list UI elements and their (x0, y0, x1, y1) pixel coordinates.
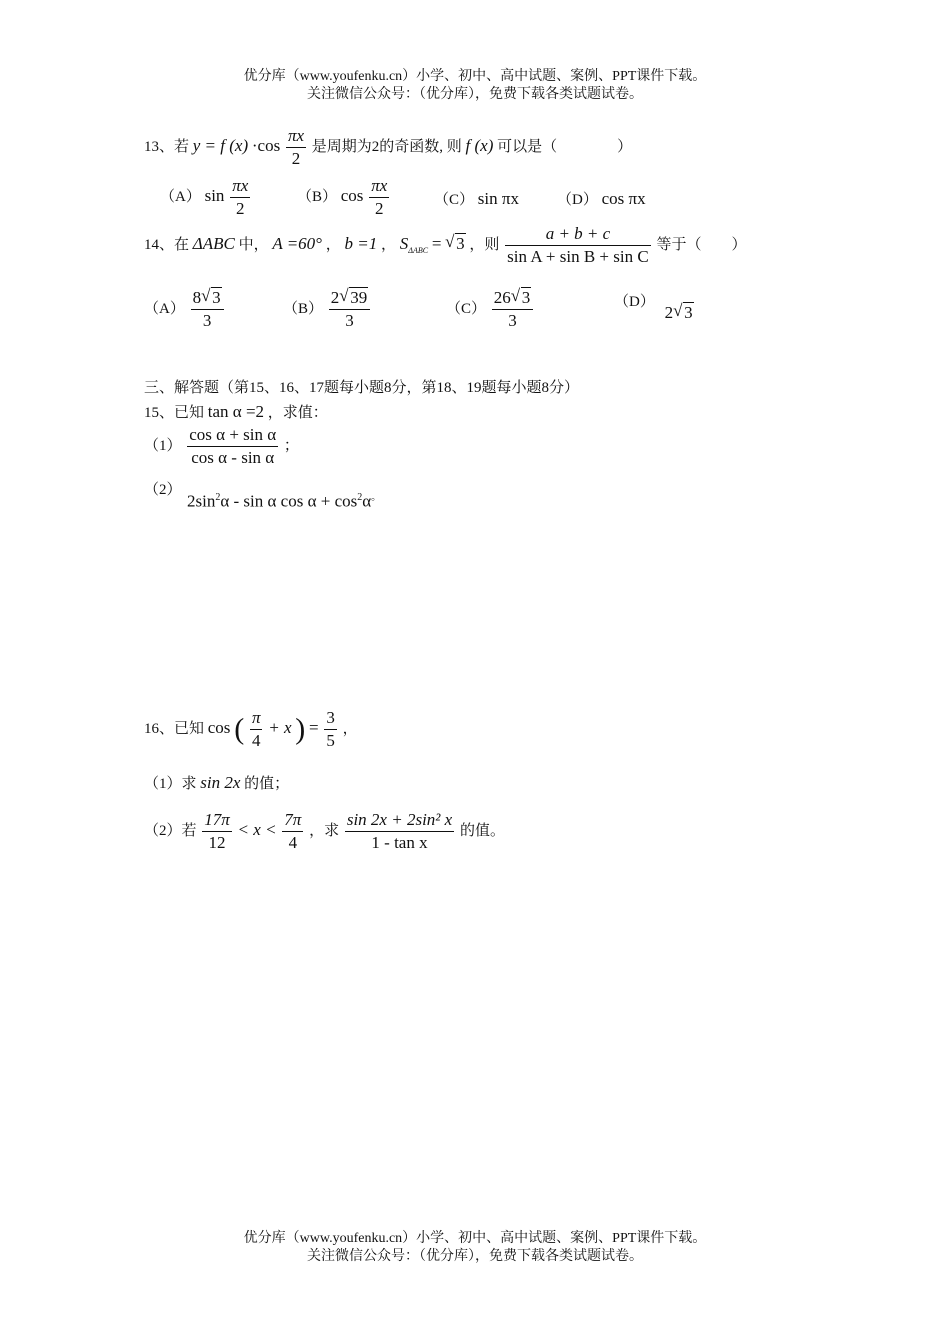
q16-part-2 (144, 810, 505, 853)
q13-option-b-label: （B） (297, 188, 338, 205)
q15-part-2-label: （2） (144, 482, 182, 498)
q14-option-b-label: （B） (283, 300, 324, 317)
q14-option-a-coef: 8 (192, 288, 202, 307)
q14-option-a-den: 3 (202, 311, 212, 330)
q15-p2-expr-a: 2sin (187, 491, 216, 511)
q14-option-c-rad: 3 (521, 288, 531, 307)
q16-p2-lo-den: 12 (208, 833, 226, 852)
q15-p1-num: cos α + sin α (187, 425, 278, 447)
q13-fx: f (x) (465, 135, 494, 155)
q13-option-b-den: 2 (374, 199, 384, 218)
q16-rhs-num: 3 (324, 708, 337, 730)
q14-option-b-coef: 2 (330, 288, 340, 307)
q14-option-d: （D） 2 √ 3 (614, 294, 693, 322)
q14-comma1: ， (325, 236, 341, 253)
q14-area-rad: 3 (456, 233, 465, 253)
question-14 (144, 224, 746, 267)
q16-rhs-den: 5 (326, 731, 335, 750)
q16-p2-num: sin 2x + 2sin² x (345, 810, 454, 832)
q16-p2-hi-num: 7π (282, 810, 303, 832)
q14-angle: A =60° (272, 233, 322, 253)
q13-option-a-func: sin (204, 185, 225, 205)
q16-p2-mid: < x < (237, 819, 277, 839)
q13-option-d-expr: cos πx (601, 189, 646, 208)
q16-inner-plus: + x (268, 717, 292, 737)
q15-p2-expr-b: α - sin α cos α + cos (220, 491, 358, 511)
q15-p2-end: 。 (371, 492, 382, 503)
question-13 (144, 126, 632, 169)
header-line-1: 优分库（www.youfenku.cn）小学、初中、高中试题、案例、PPT课件下载。 (243, 69, 707, 84)
q16-part-1 (144, 772, 289, 793)
q16-p2-text: ，求 (309, 822, 340, 839)
q14-option-a-label: （A） (144, 300, 185, 317)
q16-p1-expr: sin 2x (200, 773, 241, 792)
q13-option-a-label: （A） (160, 188, 201, 205)
q13-frac-num: πx (286, 126, 306, 148)
q13-cos: ·cos (251, 135, 281, 155)
q14-fraction (505, 224, 651, 267)
q15-part-2-expr (187, 488, 381, 512)
q16-p2-label: （2）若 (144, 822, 197, 839)
q13-option-c-label: （C） (434, 192, 475, 208)
q14-option-a-rad: 3 (212, 288, 221, 307)
q15-p2-sup2: 2 (357, 492, 363, 503)
q13-option-a-num: πx (230, 176, 250, 198)
q14-option-a: （A） 8 √ 3 3 (144, 288, 226, 331)
q14-option-c-coef: 26 (493, 288, 511, 307)
q13-lhs: y = f (x) (192, 135, 249, 155)
q13-label: 13、若 (144, 138, 190, 155)
q13-option-a (160, 176, 252, 219)
q15-p1-end: ； (283, 437, 299, 454)
q14-frac-num: a + b + c (505, 224, 651, 246)
q14-text-end: 等于（ ） (656, 236, 747, 253)
q15-text-end: ，求值： (267, 405, 328, 421)
q14-option-d-coef: 2 (664, 303, 674, 322)
q16-p2-den: 1 - tan x (371, 833, 428, 852)
q15-part-1 (144, 425, 299, 468)
q13-option-d-label: （D） (557, 192, 598, 208)
q16-p2-hi-den: 4 (288, 833, 298, 852)
q14-option-c-den: 3 (508, 311, 517, 330)
q14-option-b-den: 3 (345, 311, 354, 330)
q13-option-b-func: cos (340, 185, 364, 205)
q13-option-c (434, 188, 519, 209)
q13-text-end: 可以是（ ） (497, 138, 633, 155)
q15-p1-den: cos α - sin α (191, 448, 275, 467)
q14-area-sqrt: √ 3 (445, 231, 465, 253)
q15-p1-label: （1） (144, 437, 182, 454)
q14-frac-den: sin A + sin B + sin C (507, 247, 649, 266)
q13-text-mid: 是周期为2的奇函数, 则 (311, 138, 462, 155)
q13-option-d (557, 188, 646, 209)
q13-fraction (286, 126, 306, 169)
q14-option-d-rad: 3 (684, 303, 693, 322)
q13-option-b (297, 176, 391, 219)
q14-area-s: S (399, 233, 409, 253)
q16-end: ， (342, 720, 358, 737)
q14-option-b: （B） 2 √ 39 3 (283, 288, 372, 331)
q14-text2: ，则 (469, 236, 500, 253)
q14-side: b =1 (344, 233, 378, 253)
footer-line-1: 优分库（www.youfenku.cn）小学、初中、高中试题、案例、PPT课件下载。 (243, 1231, 707, 1246)
q16-cos: cos (207, 717, 231, 737)
q16-p2-lo-num: 17π (202, 810, 232, 832)
footer-line-2: 关注微信公众号：（优分库），免费下载各类试题试卷。 (307, 1249, 643, 1264)
q16-inner-den: 4 (251, 731, 261, 750)
section-3-title: 三、解答题（第15、16、17题每小题8分，第18、19题每小题8分） (144, 380, 580, 396)
q14-area-eq: = (431, 233, 442, 253)
q14-option-b-rad: 39 (350, 288, 368, 307)
q14-option-c-label: （C） (446, 300, 487, 317)
q13-option-c-expr: sin πx (477, 189, 519, 208)
q14-option-c: （C） 26 √ 3 3 (446, 288, 535, 331)
q14-option-d-label: （D） (614, 294, 655, 310)
q16-eq: = (309, 717, 319, 737)
q13-option-b-num: πx (369, 176, 389, 198)
q15-p2-expr-c: α (362, 491, 372, 511)
q16-p1-label: （1）求 (144, 776, 197, 792)
q16-inner-num: π (250, 708, 263, 730)
q14-label: 14、在 (144, 236, 190, 253)
q14-text1: 中， (238, 236, 269, 253)
q14-triangle: ΔABC (192, 233, 235, 253)
q16-p1-end: 的值； (244, 776, 290, 792)
q15-condition: tan α =2 (207, 402, 265, 421)
q15-label: 15、已知 (144, 405, 205, 421)
q16-label: 16、已知 (144, 720, 205, 737)
q13-option-a-den: 2 (235, 199, 245, 218)
q14-area-sub: ΔABC (408, 245, 429, 255)
q14-comma2: ， (380, 236, 396, 253)
q13-frac-den: 2 (291, 149, 301, 168)
q15-p2-sup1: 2 (215, 492, 221, 503)
question-15 (144, 401, 328, 422)
header-line-2: 关注微信公众号：（优分库），免费下载各类试题试卷。 (307, 87, 643, 102)
question-16: 16、已知 cos ( $\frac{\pi}{4}$ + x ) = $\frac{3}{5}$ ， (144, 708, 358, 750)
q16-p2-end: 的值。 (459, 822, 505, 839)
